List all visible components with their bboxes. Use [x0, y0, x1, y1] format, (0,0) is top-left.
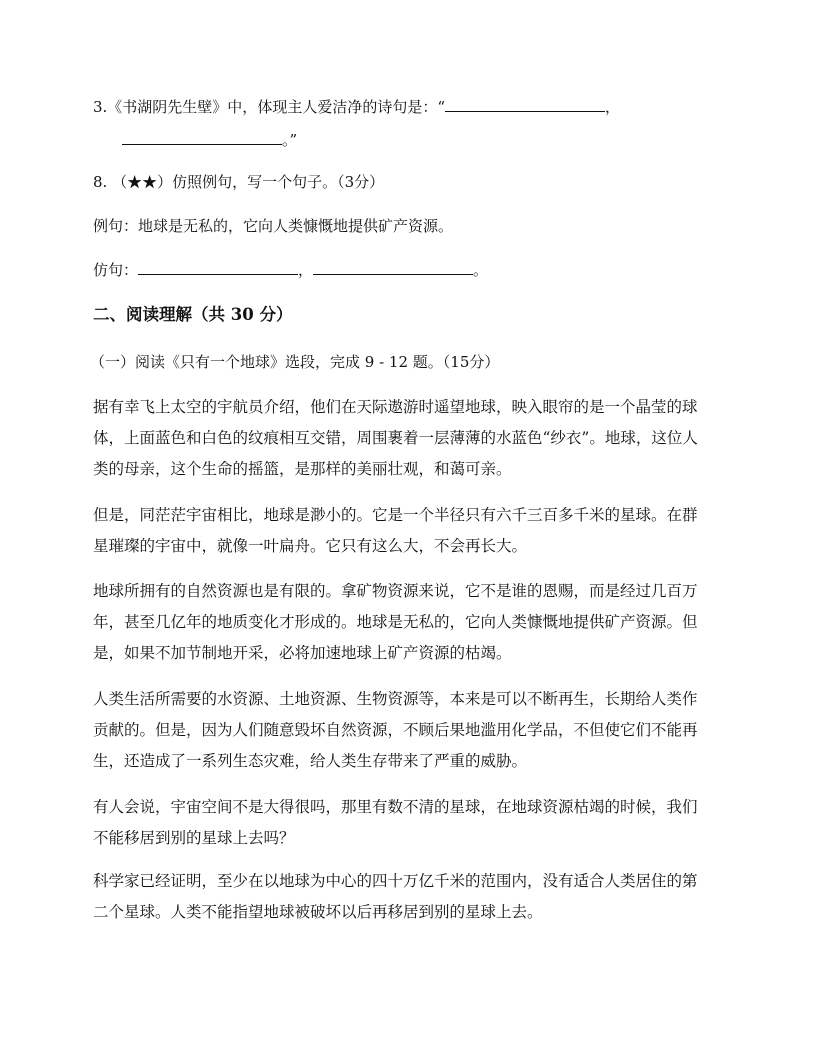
passage-paragraph-5	[93, 792, 733, 854]
passage-line: 但是，同茫茫宇宙相比，地球是渺小的。它是一个半径只有六千三百多千米的星球。在群	[93, 506, 698, 524]
passage-line: 年，甚至几亿年的地质变化才形成的。地球是无私的，它向人类慷慨地提供矿产资源。但	[93, 613, 698, 631]
passage-line: 科学家已经证明，至少在以地球为中心的四十万亿千米的范围内，没有适合人类居住的第	[93, 872, 698, 890]
section-2-title: 二、阅读理解（共 30 分）	[93, 305, 293, 324]
passage-line: 星璀璨的宇宙中，就像一叶扁舟。它只有这么大，不会再长大。	[93, 537, 528, 555]
passage-line: 类的母亲，这个生命的摇篮，是那样的美丽壮观，和蔼可亲。	[93, 460, 512, 478]
passage-line: 体，上面蓝色和白色的纹痕相互交错，周围裹着一层薄薄的水蓝色“纱衣”。地球，这位人	[93, 429, 698, 447]
passage-line: 不能移居到别的星球上去吗？	[93, 829, 295, 847]
question-3-comma: ，	[604, 98, 620, 116]
passage-line: 人类生活所需要的水资源、土地资源、生物资源等，本来是可以不断再生，长期给人类作	[93, 690, 698, 708]
passage-paragraph-6	[93, 866, 733, 928]
question-3-end: 。”	[282, 131, 298, 149]
answer-blank-3a[interactable]	[445, 97, 605, 112]
question-8-imitate-line	[93, 260, 488, 280]
passage-paragraph-3	[93, 576, 733, 669]
passage-line: 二个星球。人类不能指望地球被破坏以后再移居到别的星球上去。	[93, 903, 543, 921]
passage-paragraph-4	[93, 684, 733, 777]
passage-line: 贡献的。但是，因为人们随意毁坏自然资源，不顾后果地滥用化学品，不但使它们不能再	[93, 721, 698, 739]
question-8-example: 例句：地球是无私的，它向人类慷慨地提供矿产资源。	[93, 217, 454, 235]
passage-line: 生，还造成了一系列生态灾难，给人类生存带来了严重的威胁。	[93, 752, 528, 770]
answer-blank-3b[interactable]	[122, 130, 282, 145]
passage-paragraph-1	[93, 392, 733, 485]
answer-blank-8a[interactable]	[138, 260, 298, 275]
section-2-subtitle: （一）阅读《只有一个地球》选段，完成 9 - 12 题。（15分）	[90, 353, 500, 371]
passage-line: 是，如果不加节制地开采，必将加速地球上矿产资源的枯竭。	[93, 644, 512, 662]
question-3-line-1	[93, 97, 620, 117]
passage-line: 地球所拥有的自然资源也是有限的。拿矿物资源来说，它不是谁的恩赐，而是经过几百万	[93, 582, 698, 600]
imitate-end: 。	[473, 261, 489, 279]
imitate-prefix: 仿句：	[93, 261, 139, 279]
question-3-line-2	[122, 130, 297, 150]
passage-line: 有人会说，宇宙空间不是大得很吗，那里有数不清的星球，在地球资源枯竭的时候，我们	[93, 798, 698, 816]
passage-paragraph-2	[93, 500, 733, 562]
answer-blank-8b[interactable]	[313, 260, 473, 275]
question-3-prefix: 3.《书湖阴先生壁》中，体现主人爱洁净的诗句是：“	[93, 98, 445, 116]
question-8-title: 8. （★★）仿照例句，写一个句子。（3分）	[93, 173, 385, 191]
imitate-comma: ，	[298, 261, 314, 279]
passage-line: 据有幸飞上太空的宇航员介绍，他们在天际遨游时遥望地球，映入眼帘的是一个晶莹的球	[93, 398, 698, 416]
